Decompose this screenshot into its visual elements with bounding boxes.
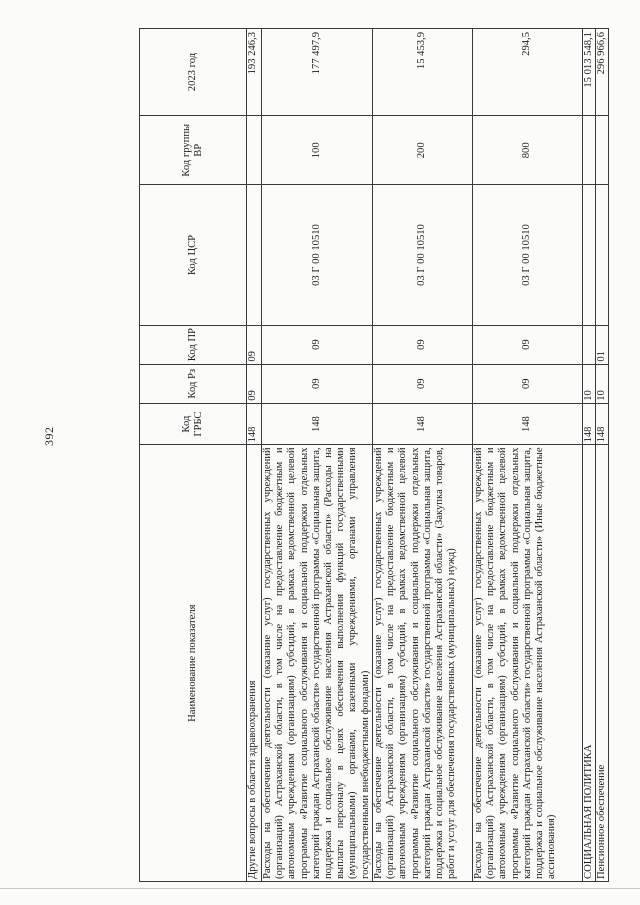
- header-rz: Код Рз: [140, 364, 247, 403]
- row-vr: [247, 116, 262, 185]
- row-vr: 200: [373, 116, 473, 185]
- row-sum: 15 453,9: [373, 29, 473, 116]
- row-rz: 09: [373, 364, 473, 403]
- row-grbs: 148: [373, 403, 473, 445]
- row-grbs: 148: [583, 403, 596, 445]
- table-row: [247, 29, 262, 882]
- header-vr: Код группы ВР: [140, 116, 247, 185]
- row-grbs: 148: [596, 403, 609, 445]
- row-vr: 800: [473, 116, 583, 185]
- row-name: Расходы на обеспечение деятельности (оказание услуг) государственных учреждений (организаций) Астраханской области, в том числе на предоставление бюджетным и автономным учреждениям (организациям) субсидий, в рамках ведомственной целевой программы «Развитие социального обслуживания и социальной поддержки отдельных категорий граждан Астраханской области» государственной программы «Социальная защита, поддержка и социальное обслуживание населения Астраханской области» (Иные бюджетные ассигнования): [473, 445, 583, 882]
- row-rz: 10: [583, 364, 596, 403]
- row-pr: 09: [473, 325, 583, 364]
- row-rz: 09: [247, 364, 262, 403]
- row-grbs: 148: [262, 403, 373, 445]
- row-grbs: 148: [473, 403, 583, 445]
- header-csr: Код ЦСР: [140, 185, 247, 325]
- table-header-row: [140, 29, 247, 882]
- table-row: [583, 29, 596, 882]
- row-rz: 09: [262, 364, 373, 403]
- row-name: СОЦИАЛЬНАЯ ПОЛИТИКА: [583, 445, 596, 882]
- row-name: Расходы на обеспечение деятельности (оказание услуг) государственных учреждений (организаций) Астраханской области, в том числе на предоставление бюджетным и автономным учреждениям (организациям) субсидий, в рамках ведомственной целевой программы «Развитие социального обслуживания и социальной поддержки отдельных категорий граждан Астраханской области» государственной программы «Социальная защита, поддержка и социальное обслуживание населения Астраханской области» (Расходы на выплаты персоналу в целях обеспечения выполнения функций государственными (муниципальными) органами, казенными учреждениями, органами управления государственными внебюджетными фондами): [262, 445, 373, 882]
- row-vr: [596, 116, 609, 185]
- row-csr: [596, 185, 609, 325]
- row-rz: 10: [596, 364, 609, 403]
- row-name: Расходы на обеспечение деятельности (оказание услуг) государственных учреждений (организаций) Астраханской области, в том числе на предоставление бюджетным и автономным учреждениям (организациям) субсидий, в рамках ведомственной целевой программы «Развитие социального обслуживания и социальной поддержки отдельных категорий граждан Астраханской области» государственной программы «Социальная защита, поддержка и социальное обслуживание населения Астраханской области» (Закупка товаров, работ и услуг для обеспечения государственных (муниципальных) нужд): [373, 445, 473, 882]
- table-row: [473, 29, 583, 882]
- row-rz: 09: [473, 364, 583, 403]
- header-pr: Код ПР: [140, 325, 247, 364]
- page-number: 392: [42, 426, 56, 446]
- row-grbs: 148: [247, 403, 262, 445]
- row-name: Другие вопросы в области здравоохранения: [247, 445, 262, 882]
- header-sum: 2023 год: [140, 29, 247, 116]
- row-pr: 09: [373, 325, 473, 364]
- table-row: [373, 29, 473, 882]
- row-pr: 01: [596, 325, 609, 364]
- row-pr: 09: [247, 325, 262, 364]
- row-sum: 294,5: [473, 29, 583, 116]
- rotated-page-content: [139, 28, 608, 882]
- row-sum: 296 966,6: [596, 29, 609, 116]
- row-name: Пенсионное обеспечение: [596, 445, 609, 882]
- row-pr: 09: [262, 325, 373, 364]
- table-row: [596, 29, 609, 882]
- row-csr: 03 Г 00 10510: [262, 185, 373, 325]
- row-vr: [583, 116, 596, 185]
- row-sum: 15 013 548,1: [583, 29, 596, 116]
- row-pr: [583, 325, 596, 364]
- row-csr: [247, 185, 262, 325]
- row-csr: [583, 185, 596, 325]
- scan-edge-line: [0, 888, 640, 889]
- row-sum: 193 246,3: [247, 29, 262, 116]
- row-csr: 03 Г 00 10510: [473, 185, 583, 325]
- row-sum: 177 497,9: [262, 29, 373, 116]
- row-vr: 100: [262, 116, 373, 185]
- budget-table: [139, 28, 609, 882]
- table-row: [262, 29, 373, 882]
- header-grbs: Код ГРБС: [140, 403, 247, 445]
- row-csr: 03 Г 00 10510: [373, 185, 473, 325]
- header-name: Наименование показателя: [140, 445, 247, 882]
